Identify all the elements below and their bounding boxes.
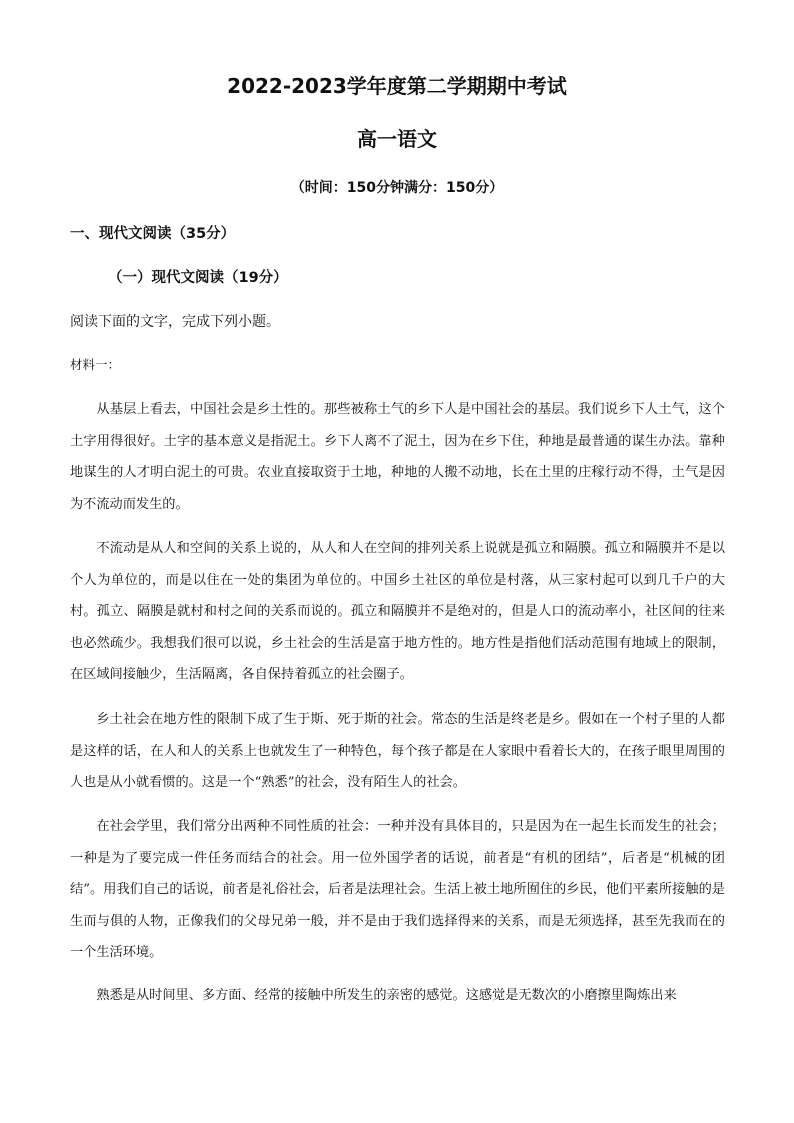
passage-paragraph-1: 从基层上看去，中国社会是乡土性的。那些被称土气的乡下人是中国社会的基层。我们说乡下人土气，这个土字用得很好。土字的基本意义是指泥土。乡下人离不了泥土，因为在乡下住，种地是最普通的谋生办法。靠种地谋生的人才明白泥土的可贵。农业直接取资于土地，种地的人搬不动地，长在土里的庄稼行动不得，土气是因为不流动而发生的。 — [70, 402, 725, 512]
subject-title: 高一语文 — [357, 127, 437, 151]
section-heading: 一、现代文阅读（35分） — [70, 226, 236, 242]
passage-paragraph-5: 熟悉是从时间里、多方面、经常的接触中所发生的亲密的感觉。这感觉是无数次的小磨擦里陶炼出来 — [96, 988, 677, 1003]
subsection-heading: （一）现代文阅读（19分） — [108, 270, 288, 286]
passage-paragraph-4: 在社会学里，我们常分出两种不同性质的社会：一种并没有具体目的，只是因为在一起生长而发生的社会；一种是为了要完成一件任务而结合的社会。用一位外国学者的话说，前者是“有机的团结”，后者是“机械的团结”。用我们自己的话说，前者是礼俗社会，后者是法理社会。生活上被土地所囿住的乡民，他们平素所接触的是生而与俱的人物，正像我们的父母兄弟一般，并不是由于我们选择得来的关系，而是无须选择，甚至先我而在的一个生活环境。 — [70, 819, 725, 960]
exam-title: 2022-2023学年度第二学期期中考试 — [227, 74, 567, 98]
reading-instruction: 阅读下面的文字，完成下列小题。 — [70, 314, 280, 330]
exam-info: （时间：150分钟满分：150分） — [290, 180, 504, 196]
material-label: 材料一： — [70, 357, 121, 372]
passage-paragraph-2: 不流动是从人和空间的关系上说的，从人和人在空间的排列关系上说就是孤立和隔膜。孤立和隔膜并不是以个人为单位的，而是以住在一处的集团为单位的。中国乡土社区的单位是村落，从三家村起可以到几千户的大村。孤立、隔膜是就村和村之间的关系而说的。孤立和隔膜并不是绝对的，但是人口的流动率小，社区间的往来也必然疏少。我想我们很可以说，乡土社会的生活是富于地方性的。地方性是指他们活动范围有地域上的限制，在区域间接触少，生活隔离，各自保持着孤立的社会圈子。 — [70, 541, 725, 682]
passage-paragraph-3: 乡土社会在地方性的限制下成了生于斯、死于斯的社会。常态的生活是终老是乡。假如在一个村子里的人都是这样的话，在人和人的关系上也就发生了一种特色，每个孩子都是在人家眼中看着长大的，在孩子眼里周围的人也是从小就看惯的。这是一个“熟悉”的社会，没有陌生人的社会。 — [70, 712, 725, 790]
